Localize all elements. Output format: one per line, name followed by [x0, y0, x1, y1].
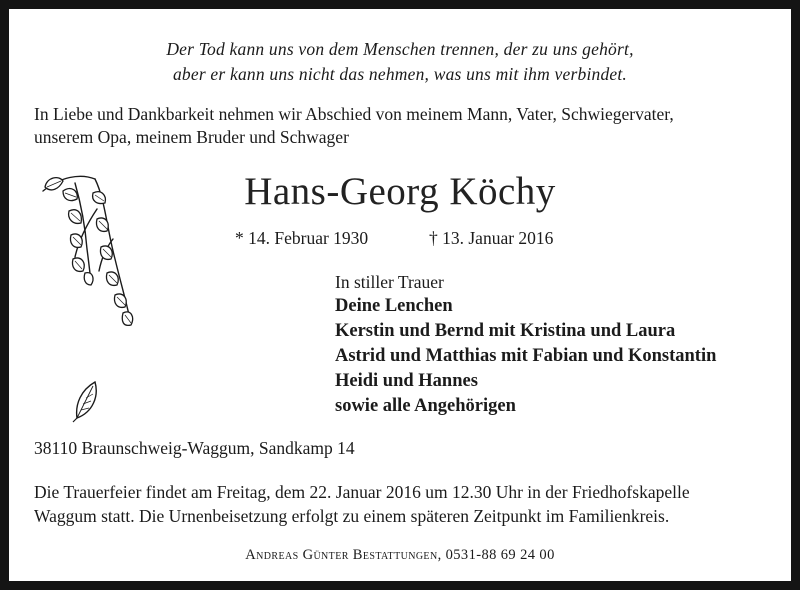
intro-line: unserem Opa, meinem Bruder und Schwager: [34, 127, 349, 147]
mourner-name: Kerstin und Bernd mit Kristina und Laura: [335, 321, 676, 341]
family-address: 38110 Braunschweig-Waggum, Sandkamp 14: [34, 438, 355, 458]
motto-quote: [9, 37, 791, 87]
farewell-intro: [34, 103, 674, 149]
funeral-line: Waggum statt. Die Urnenbeisetzung erfolgt zu einem späteren Zeitpunkt im Familienkreis.: [34, 506, 670, 526]
motto-line: aber er kann uns nicht das nehmen, was uns mit ihm verbindet.: [172, 64, 628, 84]
falling-leaf-icon: [69, 374, 109, 424]
mourner-name: sowie alle Angehörigen: [335, 396, 516, 416]
life-dates: [9, 228, 791, 252]
undertaker-contact: Andreas Günter Bestattungen, 0531-88 69 24 00: [245, 547, 555, 563]
mourners-block: [335, 270, 716, 419]
funeral-details: [34, 480, 690, 528]
mourners-list: [335, 294, 716, 419]
intro-line: In Liebe und Dankbarkeit nehmen wir Abschied von meinem Mann, Vater, Schwiegervater,: [34, 104, 674, 124]
death-date: † 13. Januar 2016: [429, 228, 554, 248]
funeral-line: Die Trauerfeier findet am Freitag, dem 22. Januar 2016 um 12.30 Uhr in der Friedhofskapelle: [34, 482, 690, 502]
motto-line: Der Tod kann uns von dem Menschen trennen, der zu uns gehört,: [166, 39, 634, 59]
birth-date: * 14. Februar 1930: [235, 228, 369, 248]
mourner-name: Heidi und Hannes: [335, 371, 478, 391]
mourner-name: Deine Lenchen: [335, 296, 453, 316]
mourners-intro: In stiller Trauer: [335, 272, 444, 292]
deceased-name: Hans-Georg Köchy: [244, 170, 556, 213]
mourner-name: Astrid und Matthias mit Fabian und Konstantin: [335, 346, 717, 366]
